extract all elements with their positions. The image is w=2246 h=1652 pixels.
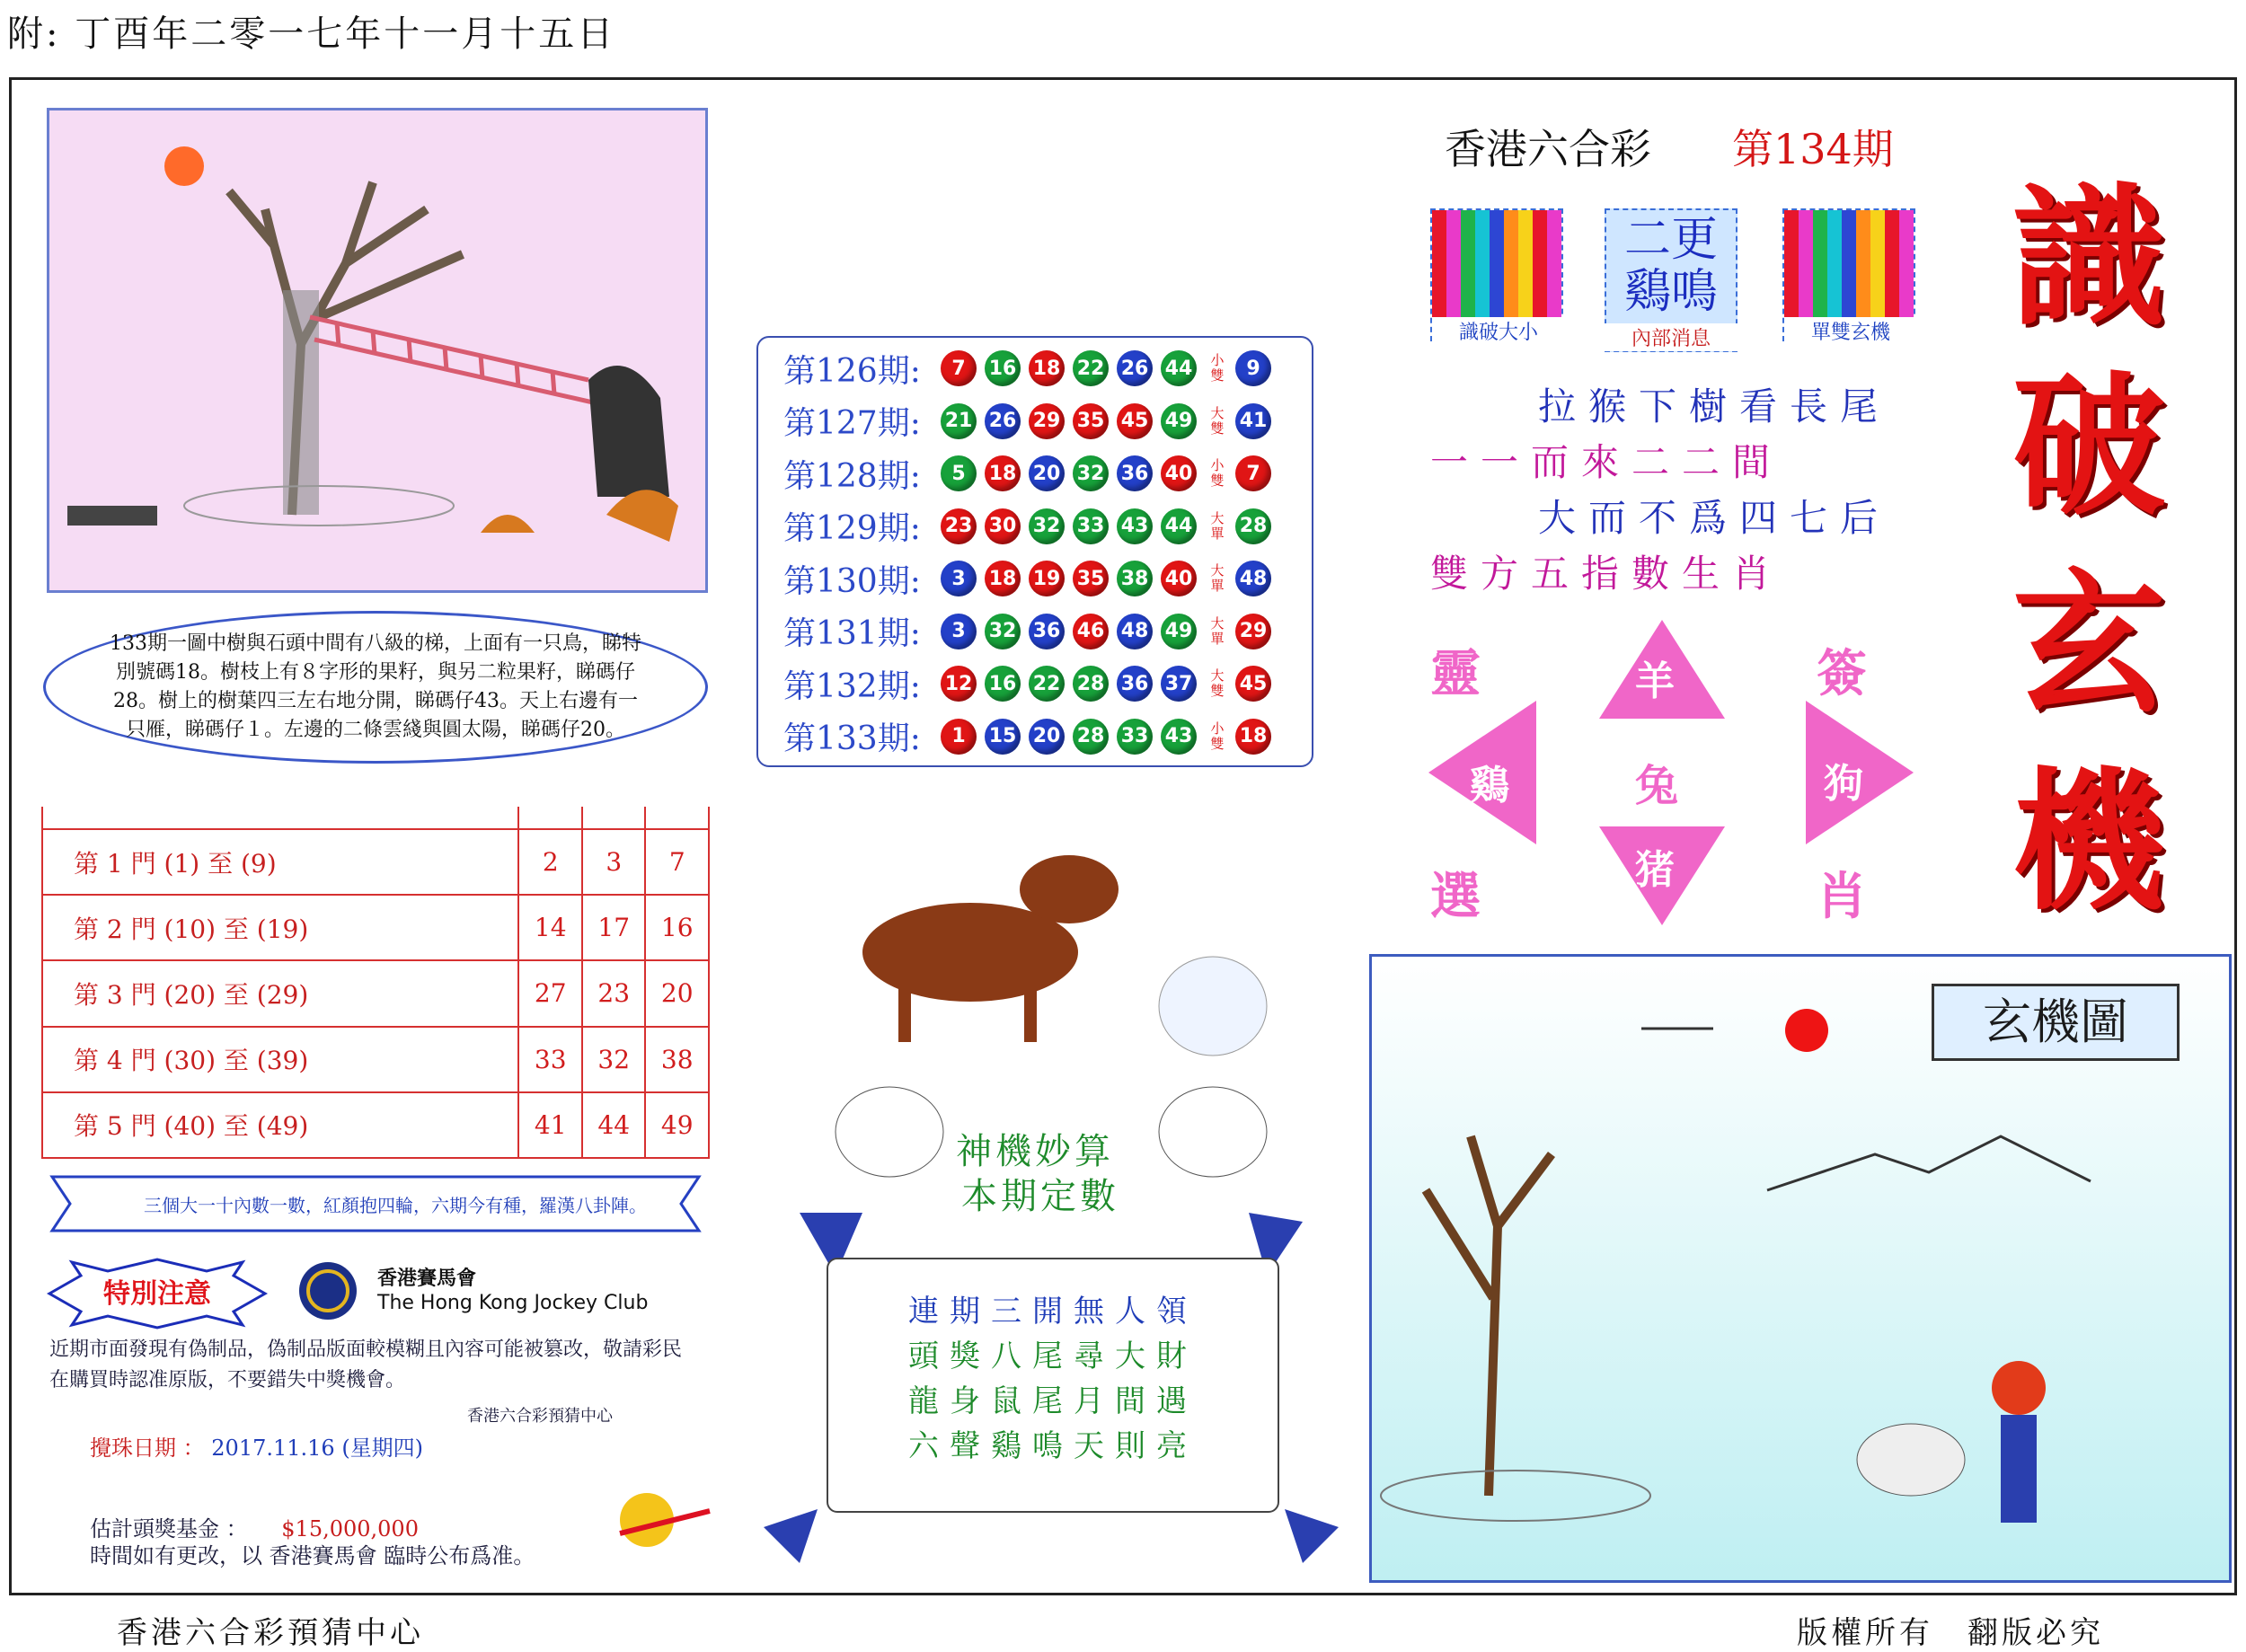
- history-row: [783, 448, 1279, 499]
- table-row: 第 2 門 (10) 至 (19) 14 17 16: [42, 895, 709, 960]
- number-ball: 12: [941, 666, 977, 702]
- special-number-ball: 45: [1235, 666, 1271, 702]
- clue-line: 拉猴下樹看長尾: [1538, 384, 1891, 428]
- number-ball: 36: [1117, 455, 1153, 491]
- number-ball: 37: [1161, 666, 1197, 702]
- number-ball: 36: [1029, 614, 1065, 649]
- zodiac-corner-label: 選: [1430, 867, 1481, 926]
- number-ball: 32: [1029, 508, 1065, 544]
- number-ball: 1: [941, 719, 977, 755]
- clue-line: 雙方五指數生肖: [1430, 552, 1783, 596]
- number-ball: 49: [1161, 614, 1197, 649]
- mosaic-box-size: [1430, 208, 1563, 344]
- picture-1-explanation: 133期一圖中樹與石頭中間有八級的梯，上面有一只鳥，睇特別號碼18。樹枝上有８字形的果籽，與另二粒果籽，睇碼仔28。樹上的樹葉四三左右地分開，睇碼仔43。天上右邊有一只雁，睇碼仔１。左邊的二條雲綫與圓太陽，睇碼仔20。: [43, 611, 708, 764]
- zodiac-right: 狗: [1824, 761, 1863, 807]
- draw-date-label: 攪珠日期 ：: [90, 1436, 205, 1461]
- jockey-club-logo: [296, 1259, 674, 1331]
- lottery-name: 香港六合彩: [1445, 125, 1651, 173]
- number-ball: 30: [985, 508, 1021, 544]
- appendix-date: 附: 丁酉年二零一七年十一月十五日: [7, 13, 616, 55]
- special-number-ball: 18: [1235, 719, 1271, 755]
- size-parity-tag: 大雙: [1210, 667, 1225, 699]
- mosaic-box-oddeven: [1782, 208, 1915, 344]
- history-row: [783, 606, 1279, 657]
- table-row: 第 1 門 (1) 至 (9) 2 3 7: [42, 829, 709, 895]
- history-row: [783, 711, 1279, 762]
- issue-number: 第134期: [1732, 125, 1894, 173]
- number-ball: 16: [985, 350, 1021, 386]
- zodiac-corner-label: 簽: [1817, 644, 1867, 703]
- size-parity-tag: 大單: [1210, 562, 1225, 594]
- size-parity-tag: 小雙: [1210, 457, 1225, 489]
- jackpot-amount: $15,000,000: [281, 1516, 419, 1542]
- number-ball: 18: [985, 455, 1021, 491]
- size-parity-tag: 大雙: [1210, 404, 1225, 437]
- history-issue-label: 第132期:: [783, 667, 921, 705]
- riddle-banner-text: 三個大一十內數一數，紅顏抱四輪，六期今有種，羅漢八卦陣。: [144, 1195, 647, 1216]
- counterfeit-notice: 近期市面發現有偽制品，偽制品版面較模糊且內容可能被篡改，敬請彩民在購買時認准原版，不要錯失中獎機會。: [49, 1338, 683, 1391]
- number-ball: 3: [941, 614, 977, 649]
- number-ball: 22: [1029, 666, 1065, 702]
- number-ball: 28: [1073, 666, 1109, 702]
- number-ball: 28: [1073, 719, 1109, 755]
- draw-date-value: 2017.11.16 (星期四): [211, 1436, 424, 1461]
- number-ball: 18: [1029, 350, 1065, 386]
- zodiac-up: 羊: [1635, 658, 1675, 704]
- number-ball: 3: [941, 561, 977, 596]
- ifha-trust-mark-logo: [611, 1484, 719, 1556]
- notice-source: 香港六合彩預猜中心: [467, 1407, 613, 1426]
- special-number-ball: 41: [1235, 403, 1271, 439]
- schedule-change-note: 時間如有更改，以 香港賽馬會 臨時公布爲准。: [90, 1543, 535, 1568]
- size-parity-tag: 大單: [1210, 614, 1225, 647]
- poem-line: 龍身鼠尾月間遇: [908, 1383, 1198, 1419]
- zodiac-corner-label: 靈: [1430, 644, 1481, 703]
- number-ball: 26: [1117, 350, 1153, 386]
- history-row: [783, 553, 1279, 604]
- number-ball: 46: [1073, 614, 1109, 649]
- poem-line: 頭獎八尾尋大財: [908, 1338, 1198, 1374]
- number-ball: 33: [1117, 719, 1153, 755]
- table-row: 第 5 門 (40) 至 (49) 41 44 49: [42, 1092, 709, 1158]
- size-parity-tag: 小雙: [1210, 352, 1225, 384]
- history-row: [783, 396, 1279, 446]
- number-ball: 44: [1161, 350, 1197, 386]
- number-ball: 43: [1117, 508, 1153, 544]
- clue-line: 大而不爲四七后: [1538, 496, 1891, 540]
- number-ball: 36: [1117, 666, 1153, 702]
- zodiac-left: 鷄: [1470, 763, 1509, 808]
- jockey-club-name-en: The Hong Kong Jockey Club: [377, 1292, 649, 1314]
- mosaic-caption: 識破大小: [1432, 317, 1565, 345]
- big-title-char: 識: [2012, 168, 2166, 348]
- special-number-ball: 28: [1235, 508, 1271, 544]
- jockey-club-name-cn: 香港賽馬會: [377, 1267, 477, 1290]
- gate-table-header: [42, 807, 518, 829]
- history-issue-label: 第129期:: [783, 510, 921, 547]
- big-title-char: 破: [2012, 357, 2166, 536]
- inside-news-caption: 內部消息: [1605, 323, 1738, 351]
- history-row: [783, 343, 1279, 393]
- number-ball: 49: [1161, 403, 1197, 439]
- special-number-ball: 29: [1235, 614, 1271, 649]
- special-notice-label: 特別注意: [103, 1278, 211, 1310]
- number-ball: 44: [1161, 508, 1197, 544]
- number-ball: 26: [985, 403, 1021, 439]
- number-ball: 32: [985, 614, 1021, 649]
- big-title-char: 玄: [2012, 554, 2166, 734]
- draw-date: [90, 1430, 423, 1462]
- calc-line-2: 本期定數: [961, 1176, 1119, 1217]
- number-ball: 19: [1029, 561, 1065, 596]
- number-ball: 23: [941, 508, 977, 544]
- number-ball: 45: [1117, 403, 1153, 439]
- number-ball: 35: [1073, 561, 1109, 596]
- puzzle-picture-1: [47, 108, 708, 593]
- special-number-ball: 9: [1235, 350, 1271, 386]
- tree-ladder-illustration: [49, 110, 705, 590]
- history-issue-label: 第131期:: [783, 615, 921, 652]
- history-issue-label: 第128期:: [783, 457, 921, 495]
- mystery-picture-title: 玄機圖: [1932, 984, 2180, 1061]
- history-row: [783, 658, 1279, 709]
- number-ball: 38: [1117, 561, 1153, 596]
- special-notice-badge: [45, 1258, 270, 1330]
- number-ball: 15: [985, 719, 1021, 755]
- jackpot-label: 估計頭獎基金 ：: [90, 1516, 248, 1542]
- number-ball: 29: [1029, 403, 1065, 439]
- table-row: 第 4 門 (30) 至 (39) 33 32 38: [42, 1027, 709, 1092]
- special-number-ball: 7: [1235, 455, 1271, 491]
- big-title-char: 機: [2012, 752, 2166, 932]
- number-ball: 48: [1117, 614, 1153, 649]
- poem-line: 連期三開無人領: [908, 1294, 1198, 1330]
- number-ball: 40: [1161, 561, 1197, 596]
- inside-news-text: 二更鷄鳴: [1623, 213, 1718, 319]
- history-row: [783, 501, 1279, 552]
- footer-publisher: 香港六合彩預猜中心: [117, 1615, 424, 1651]
- number-ball: 40: [1161, 455, 1197, 491]
- footer-copyright: 版權所有 翻版必究: [1797, 1615, 2104, 1651]
- history-issue-label: 第133期:: [783, 720, 921, 757]
- calc-line-1: 神機妙算: [956, 1131, 1114, 1172]
- jockey-club-emblem-icon: [296, 1259, 359, 1322]
- clue-line: 一一而來二二間: [1430, 440, 1783, 484]
- number-ball: 43: [1161, 719, 1197, 755]
- number-ball: 21: [941, 403, 977, 439]
- history-issue-label: 第127期:: [783, 405, 921, 442]
- number-ball: 33: [1073, 508, 1109, 544]
- number-ball: 22: [1073, 350, 1109, 386]
- zodiac-corner-label: 肖: [1817, 867, 1867, 926]
- zodiac-center: 兔: [1635, 761, 1679, 811]
- number-ball: 5: [941, 455, 977, 491]
- table-row: 第 3 門 (20) 至 (29) 27 23 20: [42, 960, 709, 1026]
- number-ball: 16: [985, 666, 1021, 702]
- gate-table: [41, 807, 710, 1159]
- number-ball: 18: [985, 561, 1021, 596]
- zodiac-down: 猪: [1635, 847, 1675, 893]
- special-number-ball: 48: [1235, 561, 1271, 596]
- history-issue-label: 第126期:: [783, 352, 921, 390]
- number-ball: 32: [1073, 455, 1109, 491]
- poem-line: 六聲鷄鳴天則亮: [908, 1428, 1198, 1464]
- poem-scroll: [827, 1258, 1279, 1513]
- number-ball: 20: [1029, 719, 1065, 755]
- number-ball: 7: [941, 350, 977, 386]
- size-parity-tag: 小雙: [1210, 720, 1225, 752]
- number-ball: 20: [1029, 455, 1065, 491]
- mosaic-caption: 單雙玄機: [1784, 317, 1917, 345]
- history-issue-label: 第130期:: [783, 562, 921, 600]
- number-ball: 35: [1073, 403, 1109, 439]
- size-parity-tag: 大單: [1210, 509, 1225, 542]
